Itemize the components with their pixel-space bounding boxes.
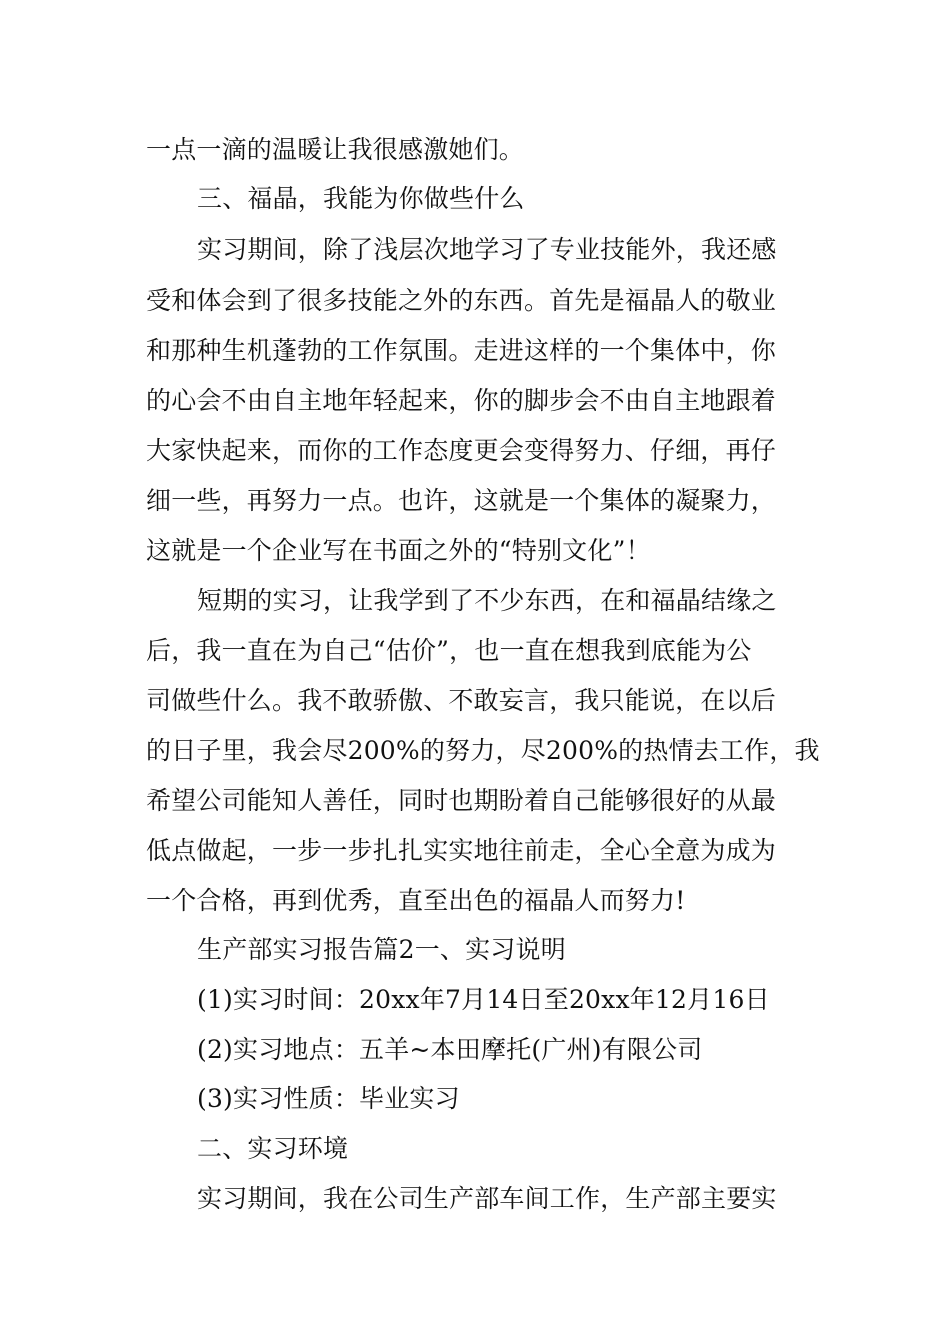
text-line-10: 短期的实习，让我学到了不少东西，在和福晶结缘之	[197, 586, 777, 615]
text-line-8: 细一些，再努力一点。也许，这就是一个集体的凝聚力，	[146, 486, 777, 515]
text-line-13: 的日子里，我会尽200%的努力，尽200%的热情去工作，我	[146, 736, 820, 765]
section-heading-3: 三、福晶，我能为你做些什么	[197, 184, 525, 213]
report-title-line: 生产部实习报告篇2一、实习说明	[197, 935, 566, 964]
text-line-15: 低点做起，一步一步扎扎实实地往前走，全心全意为成为	[146, 836, 777, 865]
text-line-5: 和那种生机蓬勃的工作氛围。走进这样的一个集体中，你	[146, 336, 777, 365]
text-line-1: 一点一滴的温暖让我很感激她们。	[146, 135, 525, 164]
text-line-9: 这就是一个企业写在书面之外的“特别文化”！	[146, 536, 651, 565]
text-line-22: 实习期间，我在公司生产部车间工作，生产部主要实	[197, 1184, 777, 1213]
internship-time: (1)实习时间：20xx年7月14日至20xx年12月16日	[197, 985, 770, 1014]
section-heading-environment: 二、实习环境	[197, 1134, 349, 1163]
text-line-14: 希望公司能知人善任，同时也期盼着自己能够很好的从最	[146, 786, 777, 815]
text-line-4: 受和体会到了很多技能之外的东西。首先是福晶人的敬业	[146, 286, 777, 315]
text-line-12: 司做些什么。我不敢骄傲、不敢妄言，我只能说，在以后	[146, 686, 777, 715]
text-line-6: 的心会不由自主地年轻起来，你的脚步会不由自主地跟着	[146, 386, 777, 415]
text-line-11: 后，我一直在为自己“估价”，也一直在想我到底能为公	[146, 636, 752, 665]
text-line-7: 大家快起来，而你的工作态度更会变得努力、仔细，再仔	[146, 436, 777, 465]
text-line-16: 一个合格，再到优秀，直至出色的福晶人而努力!	[146, 886, 686, 915]
internship-nature: (3)实习性质：毕业实习	[197, 1084, 460, 1113]
text-line-3: 实习期间，除了浅层次地学习了专业技能外，我还感	[197, 235, 777, 264]
internship-location: (2)实习地点：五羊~本田摩托(广州)有限公司	[197, 1035, 703, 1064]
